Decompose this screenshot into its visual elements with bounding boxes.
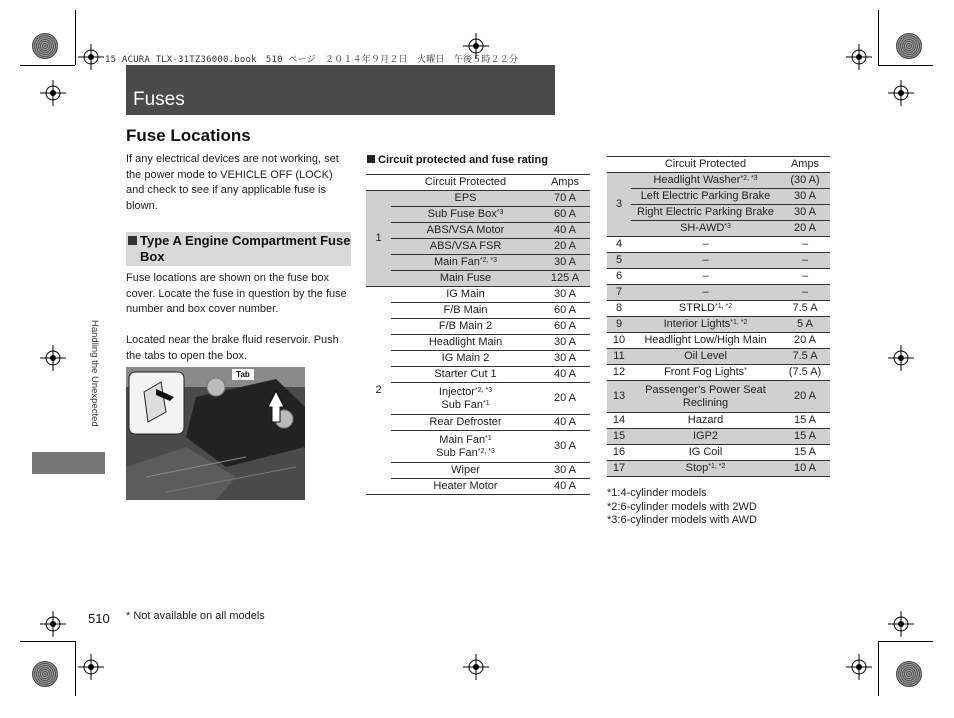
crosshair-icon — [888, 345, 914, 371]
amps-cell: 20 A — [780, 221, 830, 237]
table-row — [366, 255, 590, 271]
table-row — [366, 319, 590, 335]
title-bar — [126, 65, 555, 115]
circuit-cell: F/B Main 2 — [391, 319, 540, 335]
crosshair-icon — [846, 654, 872, 680]
side-label: Handling the Unexpected — [89, 320, 100, 427]
amps-cell: 60 A — [540, 303, 590, 319]
circuit-cell: Main Fan$^{*1}$ Sub Fan$^{*2, *3}$ — [391, 431, 540, 463]
circuit-cell: Sub Fuse Box$^{*3}$ — [391, 207, 540, 223]
table-row: 11 Oil Level 7.5 A — [607, 349, 830, 365]
crosshair-icon — [888, 80, 914, 106]
circuit-cell: Rear Defroster — [391, 415, 540, 431]
table-row — [607, 221, 830, 237]
table-row — [607, 173, 830, 189]
circuit-cell: IG Main 2 — [391, 351, 540, 367]
header-circuit: Circuit Protected — [631, 157, 780, 173]
table-header-row — [607, 157, 830, 173]
crop-line — [75, 10, 76, 65]
crop-line — [878, 641, 933, 642]
table-row — [366, 431, 590, 463]
amps-cell: 20 A — [540, 383, 590, 415]
crosshair-icon — [463, 654, 489, 680]
amps-cell: 40 A — [540, 479, 590, 495]
table-caption: Circuit protected and fuse rating — [367, 154, 548, 166]
photo-tab-label: Tab — [232, 369, 254, 380]
note-1: *1:4-cylinder models — [607, 487, 707, 499]
section-title: Fuse Locations — [126, 126, 251, 145]
crosshair-icon — [40, 611, 66, 637]
table-row — [366, 207, 590, 223]
amps-cell: 40 A — [540, 367, 590, 383]
crop-line — [878, 10, 879, 65]
table-row: 16 IG Coil 15 A — [607, 445, 830, 461]
table-row — [366, 223, 590, 239]
table-row — [366, 271, 590, 287]
box-number: 3 — [607, 173, 631, 237]
table-row — [366, 479, 590, 495]
table-row — [366, 239, 590, 255]
circuit-cell: Main Fan$^{*2, *3}$ — [391, 255, 540, 271]
header-amps: Amps — [540, 175, 590, 191]
table-row — [366, 367, 590, 383]
header-amps: Amps — [780, 157, 830, 173]
table-row: 4 – – — [607, 237, 830, 253]
subheading: Type A Engine Compartment Fuse Box — [126, 232, 351, 266]
fuse-table-right — [607, 156, 830, 477]
amps-cell: 70 A — [540, 191, 590, 207]
table-row — [366, 351, 590, 367]
crosshair-icon — [846, 44, 872, 70]
circuit-cell: Wiper — [391, 463, 540, 479]
note-3: *3:6-cylinder models with AWD — [607, 514, 757, 526]
circuit-cell: Headlight Washer$^{*2, *3}$ — [631, 173, 780, 189]
circuit-cell: Main Fuse — [391, 271, 540, 287]
paragraph-2: Located near the brake fluid reservoir. Push the tabs to open the box. — [126, 334, 339, 362]
circuit-cell: ABS/VSA Motor — [391, 223, 540, 239]
circuit-cell: EPS — [391, 191, 540, 207]
amps-cell: 125 A — [540, 271, 590, 287]
model-notes — [607, 487, 757, 528]
table-row: 6 – – — [607, 269, 830, 285]
amps-cell: 30 A — [540, 431, 590, 463]
page-title: Fuses — [133, 89, 185, 110]
table-row — [366, 287, 590, 303]
table-row: 12 Front Fog Lights* (7.5 A) — [607, 365, 830, 381]
circuit-cell: F/B Main — [391, 303, 540, 319]
amps-cell: 20 A — [540, 239, 590, 255]
amps-cell: 40 A — [540, 415, 590, 431]
header-circuit: Circuit Protected — [391, 175, 540, 191]
circuit-cell: Heater Motor — [391, 479, 540, 495]
fuse-box-photo — [126, 367, 305, 500]
note-2: *2:6-cylinder models with 2WD — [607, 500, 757, 513]
crosshair-icon — [78, 44, 104, 70]
box-number: 2 — [366, 287, 391, 495]
intro-text: If any electrical devices are not working, set the power mode to VEHICLE OFF (LOCK) and check to see if any applicable fuse is blown. — [126, 153, 339, 212]
amps-cell: 30 A — [780, 205, 830, 221]
crosshair-icon — [40, 345, 66, 371]
table-row: 7 – – — [607, 285, 830, 301]
circuit-cell: Left Electric Parking Brake — [631, 189, 780, 205]
table-row — [366, 335, 590, 351]
table-header-row — [366, 175, 590, 191]
box-number: 1 — [366, 191, 391, 287]
crop-line — [75, 641, 76, 696]
registration-disc-tl — [32, 33, 58, 59]
table-row — [366, 383, 590, 415]
crop-line — [20, 641, 75, 642]
side-tab — [32, 452, 105, 474]
book-metadata: 15 ACURA TLX-31TZ36000.book 510 ページ ２０１４年９月２日 火曜日 午後５時２２分 — [105, 55, 519, 65]
amps-cell: 30 A — [540, 351, 590, 367]
crosshair-icon — [40, 80, 66, 106]
circuit-cell: ABS/VSA FSR — [391, 239, 540, 255]
table-row — [366, 303, 590, 319]
registration-disc-br — [896, 661, 922, 687]
fuse-box-illustration — [126, 367, 305, 500]
table-row: 14 Hazard 15 A — [607, 413, 830, 429]
table-row: 8 $STRLD^{*1, *2}$ 7.5 A — [607, 301, 830, 317]
table-row: 5 – – — [607, 253, 830, 269]
circuit-cell: Right Electric Parking Brake — [631, 205, 780, 221]
table-row — [366, 415, 590, 431]
crop-line — [20, 65, 75, 66]
amps-cell: 30 A — [540, 287, 590, 303]
table-row: 10 Headlight Low/High Main 20 A — [607, 333, 830, 349]
square-bullet-icon — [128, 236, 137, 245]
crop-line — [878, 65, 933, 66]
amps-cell: 30 A — [540, 255, 590, 271]
table-row — [366, 191, 590, 207]
crosshair-icon — [888, 611, 914, 637]
paragraph-1: Fuse locations are shown on the fuse box cover. Locate the fuse in question by the fuse number and box cover number. — [126, 272, 347, 315]
page-number: 510 — [88, 611, 110, 626]
amps-cell: (30 A) — [780, 173, 830, 189]
table-row — [366, 463, 590, 479]
circuit-cell: Starter Cut 1 — [391, 367, 540, 383]
amps-cell: 30 A — [780, 189, 830, 205]
table-row: 15 IGP2 15 A — [607, 429, 830, 445]
table-row — [607, 205, 830, 221]
circuit-cell: Headlight Main — [391, 335, 540, 351]
table-row: 17 Stop$^{*1, *2}$ 10 A — [607, 461, 830, 477]
fuse-table-left — [366, 174, 590, 495]
circuit-cell: IG Main — [391, 287, 540, 303]
table-row — [607, 189, 830, 205]
amps-cell: 60 A — [540, 319, 590, 335]
registration-disc-bl — [32, 661, 58, 687]
registration-disc-tr — [896, 33, 922, 59]
table-row: 13 Passenger’s Power Seat Reclining 20 A — [607, 381, 830, 413]
amps-cell: 60 A — [540, 207, 590, 223]
circuit-cell: SH-AWD$^{*3}$ — [631, 221, 780, 237]
amps-cell: 30 A — [540, 463, 590, 479]
table-row: 9 Interior Lights$^{*1, *2}$ 5 A — [607, 317, 830, 333]
circuit-cell: Injector$^{*2, *3}$ Sub Fan$^{*1}$ — [391, 383, 540, 415]
crop-line — [878, 641, 879, 696]
amps-cell: 40 A — [540, 223, 590, 239]
square-bullet-icon — [367, 155, 375, 163]
footnote: * Not available on all models — [126, 610, 265, 622]
amps-cell: 30 A — [540, 335, 590, 351]
crosshair-icon — [78, 654, 104, 680]
